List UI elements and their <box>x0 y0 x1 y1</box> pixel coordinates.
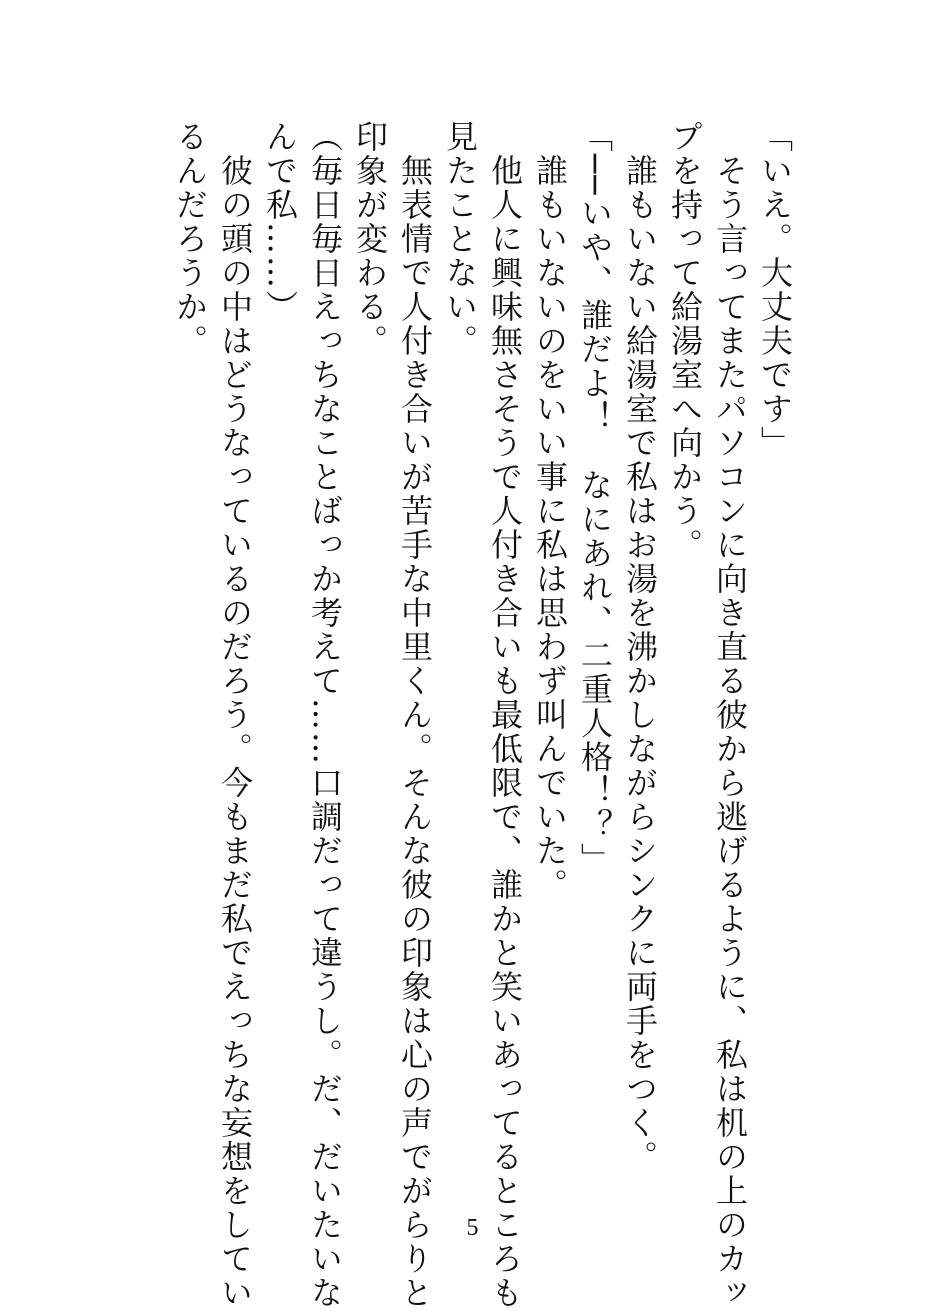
text-line: 「──いや、誰だよ！ なにあれ、二重人格！？」 <box>576 120 614 877</box>
text-line: んで私……） <box>261 120 299 324</box>
text-line: プを持って給湯室へ向かう。 <box>666 120 704 562</box>
text-line: るんだろうか。 <box>171 120 209 358</box>
page-number: 5 <box>466 1215 479 1241</box>
text-line: 「いえ。大丈夫です」 <box>756 120 794 460</box>
text-line: 他人に興味無さそうで人付き合いも最低限で、誰かと笑いあってるところも <box>486 120 524 1310</box>
text-line: 彼の頭の中はどうなっているのだろう。今もまだ私でえっちな妄想をしてい <box>216 120 254 1310</box>
text-line: 誰もいないのをいい事に私は思わず叫んでいた。 <box>531 120 569 902</box>
text-line: 見たことない。 <box>441 120 479 358</box>
text-line: 無表情で人付き合いが苦手な中里くん。そんな彼の印象は心の声でがらりと <box>396 120 434 1310</box>
text-line: 印象が変わる。 <box>351 120 389 358</box>
text-line: 誰もいない給湯室で私はお湯を沸かしながらシンクに両手をつく。 <box>621 120 659 1174</box>
vertical-text-body <box>167 120 797 1310</box>
text-line: そう言ってまたパソコンに向き直る彼から逃げるように、私は机の上のカッ <box>711 120 749 1310</box>
text-line: （毎日毎日えっちなことばっか考えて……口調だって違うし。だ、だいたいな <box>306 120 344 1310</box>
